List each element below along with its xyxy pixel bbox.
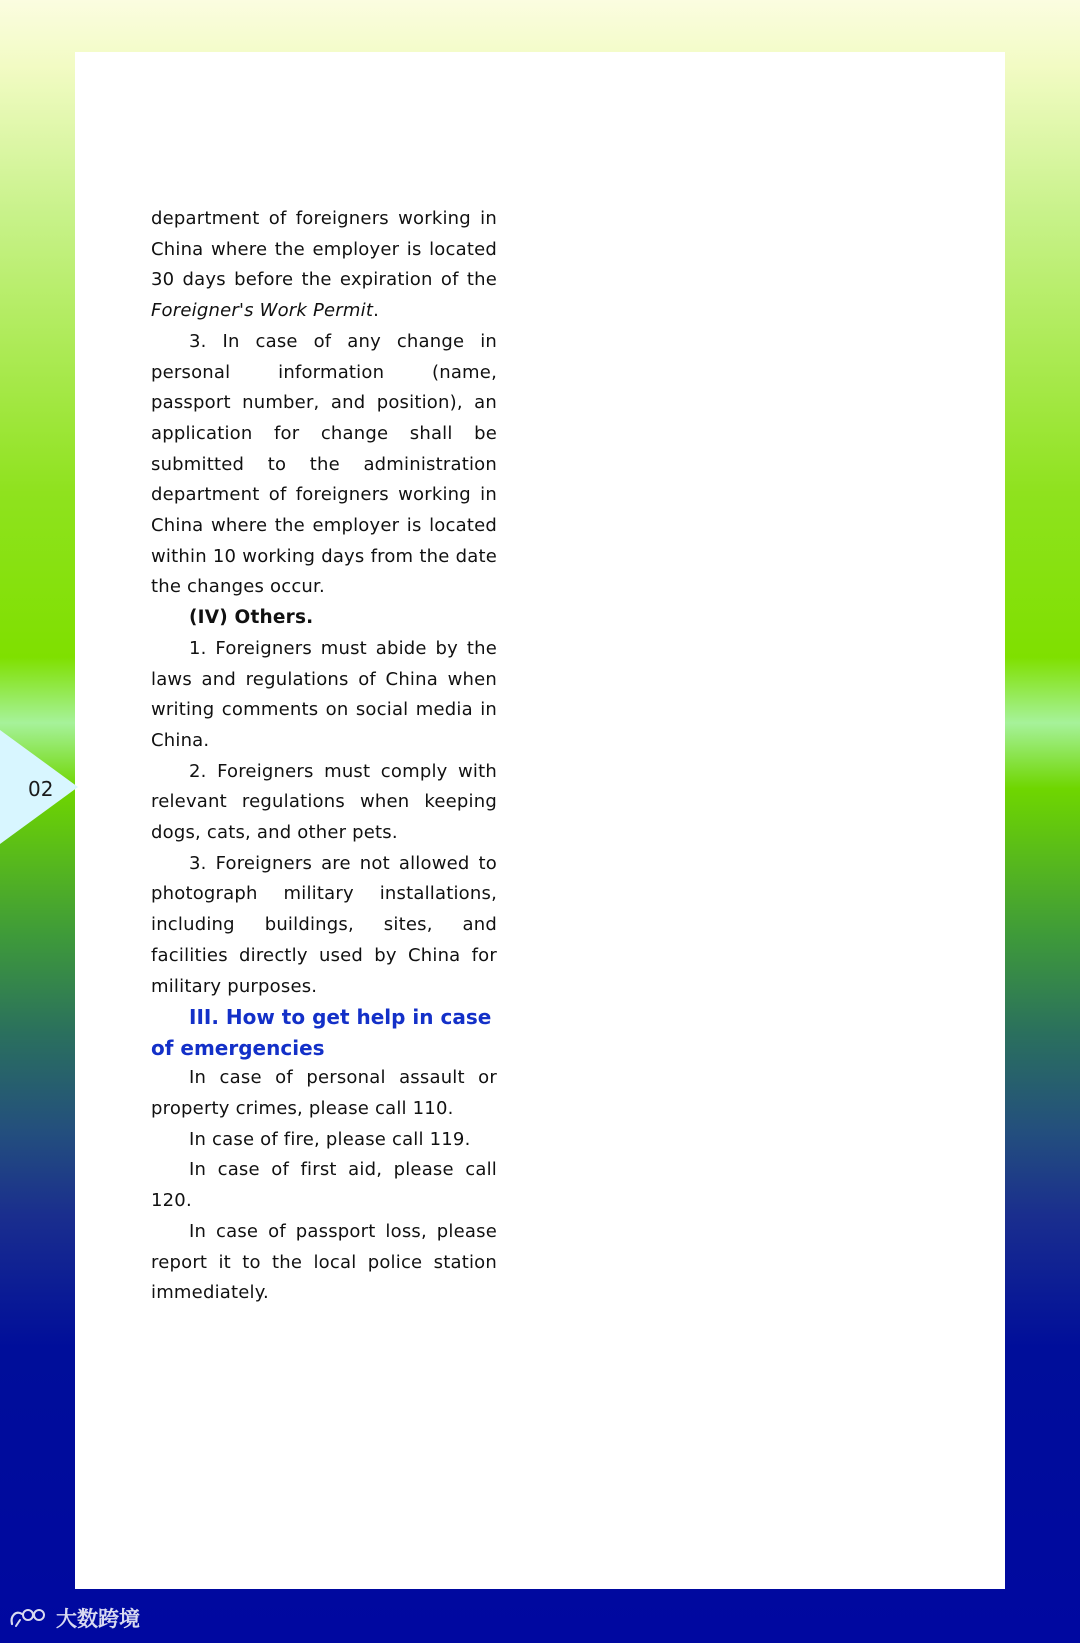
paragraph-assault-crimes: In case of personal assault or property crimes, please call 110.	[151, 1067, 497, 1119]
paragraph-pets: 2. Foreigners must comply with relevant regulations when keeping dogs, cats, and other pets.	[151, 760, 497, 844]
watermark-text: 大数跨境	[56, 1607, 140, 1631]
text-column	[151, 204, 497, 1309]
paragraph-military-photography: 3. Foreigners are not allowed to photograph military installations, including buildings, sites, and facilities directly used by China for military purposes.	[151, 852, 497, 997]
paragraph-permit-expiration	[151, 204, 497, 327]
paragraph-passport-loss: In case of passport loss, please report it to the local police station immediately.	[151, 1220, 497, 1304]
paragraph-text: department of foreigners working in China where the employer is located 30 days before the expiration of the	[151, 208, 497, 291]
paragraph-fire: In case of fire, please call 119.	[189, 1128, 471, 1150]
subheading-others: (IV) Others.	[189, 607, 314, 629]
work-permit-title: Foreigner's Work Permit	[151, 300, 374, 322]
section-heading-emergencies: III. How to get help in case of emergencies	[151, 1005, 492, 1060]
paragraph-end: .	[373, 300, 379, 322]
paragraph-first-aid: In case of first aid, please call 120.	[151, 1159, 497, 1212]
ebrun-logo-icon	[8, 1606, 48, 1630]
watermark	[8, 1600, 140, 1636]
page-number: 02	[28, 777, 54, 801]
paragraph-social-media: 1. Foreigners must abide by the laws and regulations of China when writing comments on social media in China.	[151, 637, 497, 751]
paragraph-personal-info-change: 3. In case of any change in personal information (name, passport number, and position), an application for change shall be submitted to the administration department of foreigners working in China where the employer is located within 10 working days from the date the changes occur.	[151, 330, 497, 598]
